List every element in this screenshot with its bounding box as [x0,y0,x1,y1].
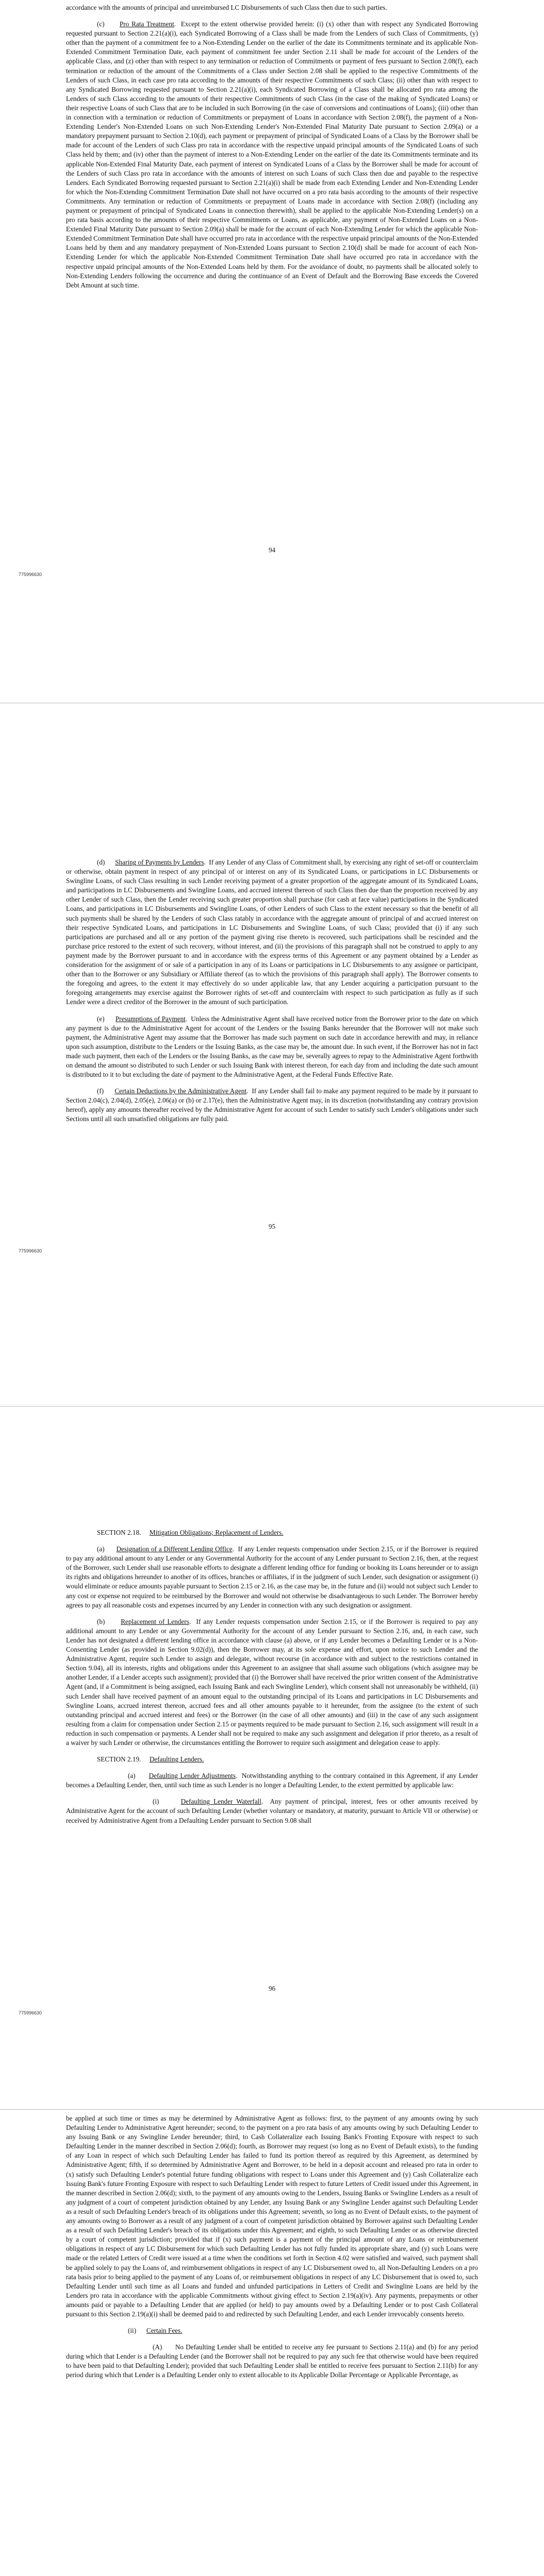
document-page [0,703,544,1406]
paragraph: be applied at such time or times as may be determined by Administrative Agent as follows: first, to the payment of any amounts owing by such Defaulting Lender to Administrative Agent hereunder; second, to the payment on a pro rata basis of any amounts owing by such Defaulting Lender to any Issuing Bank or any Swingline Lender hereunder; third, to Cash Collateralize each Issuing Bank's Fronting Exposure with respect to such Defaulting Lender in the manner described in Section 2.06(d); fourth, as Borrower may request (so long as no Event of Default exists), to the funding of any Loan in respect of which such Defaulting Lender has failed to fund its portion thereof as required by this Agreement, as determined by Administrative Agent; fifth, if so determined by Administrative Agent and Borrower, to be held in a deposit account and released pro rata in order to (x) satisfy such Defaulting Lender's potential future funding obligations with respect to Loans under this Agreement and (y) Cash Collateralize each Issuing Bank's future Fronting Exposure with respect to such Defaulting Lender with respect to future Letters of Credit issued under this Agreement, in the manner described in Section 2.06(d); sixth, to the payment of any amounts owing to the Lenders, Issuing Banks or Swingline Lenders as a result of any judgment of a court of competent jurisdiction obtained by any Lender, any Issuing Bank or any Swingline Lender against such Defaulting Lender as a result of such Defaulting Lender's breach of its obligations under this Agreement; seventh, so long as no Event of Default exists, to the payment of any amounts owing to Borrower as a result of any judgment of a court of competent jurisdiction obtained by Borrower against such Defaulting Lender as a result of such Defaulting Lender's breach of its obligations under this Agreement; and eighth, to such Defaulting Lender or as otherwise directed by a court of competent jurisdiction; provided that if (x) such payment is a payment of the principal amount of any Loans or reimbursement obligations in respect of any LC Disbursement for which such Defaulting Lender has not fully funded its appropriate share, and (y) such Loans were made or the related Letters of Credit were issued at a time when the conditions set forth in Section 4.02 were satisfied and waived, such payment shall be applied solely to pay the Loans of, and reimbursement obligations in respect of any LC Disbursement owed to, all Non-Defaulting Lenders on a pro rata basis prior to being applied to the payment of any Loans of, or reimbursement obligations in respect of any LC Disbursement that is owed to, such Defaulting Lender until such time as all Loans and funded and unfunded participations in Letters of Credit and Swingline Loans are held by the Lenders pro rata in accordance with the applicable Commitments without giving effect to Section 2.19(a)(iv). Any payments, prepayments or other amounts paid or payable to a Defaulting Lender that are applied (or held) to pay amounts owed by a Defaulting Lender or to post Cash Collateral pursuant to this Section 2.19(a)(i) shall be deemed paid to and redirected by such Defaulting Lender, and each Lender irrevocably consents hereto. [66,2114,478,2318]
document-id: 775996630 [19,572,42,577]
paragraph-label: (ii) [128,2327,137,2335]
page-body [66,2114,478,2387]
section-heading [66,1755,478,1764]
document-page [0,2110,544,2576]
paragraph-caption: Presumptions of Payment [115,1014,186,1023]
page-body [66,1528,478,1833]
paragraph: (f) Certain Deductions by the Administrative Agent. If any Lender shall fail to make any payment required to be made by it pursuant to Section 2.04(c), 2.04(d), 2.05(e), 2.06(a) or (b) or 2.17(e), then the Administrative Agent may, in its discretion (notwithstanding any contrary provision hereof), apply any amounts thereafter received by the Administrative Agent for account of such Lender to satisfy such Lender's obligations under such Sections until all such unsatisfied obligations are fully paid. [66,1087,479,1123]
paragraph-label: (c) [97,20,105,28]
paragraph-caption: Certain Fees. [146,2327,183,2335]
paragraph-caption: Pro Rata Treatment [119,20,174,28]
document-page [0,1406,544,2110]
paragraph: (A) No Defaulting Lender shall be entitled to receive any fee pursuant to Sections 2.11(a) and (b) for any period during which that Lender is a Defaulting Lender (and the Borrower shall not be required to pay any such fee that otherwise would have been required to have been paid to that Defaulting Lender); provided that such Defaulting Lender shall be entitled to receive fees pursuant to Section 2.11(b) for any period during which that Lender is a Defaulting Lender only to extent allocable to its Applicable Dollar Percentage or Applicable Percentage, as [66,2343,479,2379]
paragraph-caption: Designation of a Different Lending Office [116,1545,233,1553]
paragraph-label: (a) [97,1545,105,1553]
paragraph-caption: Defaulting Lender Adjustments [149,1772,236,1780]
paragraph: (a) Defaulting Lender Adjustments. Notwithstanding anything to the contrary contained in this Agreement, if any Lender becomes a Defaulting Lender, then, until such time as such Lender is no longer a Defaulting Lender, to the extent permitted by applicable law: [66,1772,479,1789]
paragraph-label: (A) [153,2343,162,2351]
page-number: 94 [268,546,276,554]
page-number: 95 [268,1223,276,1230]
paragraph-label: (d) [97,858,105,866]
section-title: Defaulting Lenders. [149,1755,204,1764]
paragraph-label: (b) [97,1617,105,1625]
section-title: Mitigation Obligations; Replacement of Lenders. [149,1529,284,1536]
paragraph: (d) Sharing of Payments by Lenders. If any Lender of any Class of Commitment shall, by exercising any right of set-off or counterclaim or otherwise, obtain payment in respect of any principal of or interest on any of its Syndicated Loans, or participations in LC Disbursements or Swingline Loans, of such Class resulting in such Lender receiving payment of a greater proportion of the aggregate amount of its Syndicated Loans, and participations in LC Disbursements and Swingline Loans, and accrued interest thereon of such Class then due than the proportion received by any other Lender of such Class, then the Lender receiving such greater proportion shall purchase (for cash at face value) participations in the Syndicated Loans, and participations in LC Disbursements and Swingline Loans, of other Lenders of such Class to the extent necessary so that the benefit of all such payments shall be shared by the Lenders of such Class ratably in accordance with the aggregate amount of principal of and accrued interest on their respective Syndicated Loans, and participations in LC Disbursements and Swingline Loans, of such Class; provided that (i) if any such participations are purchased and all or any portion of the payment giving rise thereto is recovered, such participations shall be rescinded and the purchase price restored to the extent of such recovery, without interest, and (ii) the provisions of this paragraph shall not be construed to apply to any payment made by the Borrower pursuant to and in accordance with the express terms of this Agreement or any payment obtained by a Lender as consideration for the assignment of or sale of a participation in any of its Loans or participations in LC Disbursements to any assignee or participant, other than to the Borrower or any Subsidiary or Affiliate thereof (as to which the provisions of this paragraph shall apply). The Borrower consents to the foregoing and agrees, to the extent it may effectively do so under applicable law, that any Lender acquiring a participation pursuant to the foregoing arrangements may exercise against the Borrower rights of set-off and counterclaim with respect to such participation as fully as if such Lender were a direct creditor of the Borrower in the amount of such participation. [66,858,479,1006]
paragraph [66,2326,478,2335]
paragraph: (b) Replacement of Lenders. If any Lender requests compensation under Section 2.15, or if the Borrower is required to pay any additional amount to any Lender or any Governmental Authority for the account of any Lender pursuant to Section 2.16, and, in each case, such Lender has not designated a different lending office in accordance with clause (a) above, or if any Lender becomes a Defaulting Lender or is a Non-Consenting Lender (as provided in Section 9.02(d)), then the Borrower may, at its sole expense and effort, upon notice to such Lender and the Administrative Agent, require such Lender to assign and delegate, without recourse (in accordance with and subject to the restrictions contained in Section 9.04), all its interests, rights and obligations under this Agreement to an assignee that shall assume such obligations (which assignee may be another Lender, if a Lender accepts such assignment); provided that (i) the Borrower shall have received the prior written consent of the Administrative Agent (and, if a Commitment is being assigned, each Issuing Bank and each Swingline Lender), which consent shall not unreasonably be withheld, (ii) such Lender shall have received payment of an amount equal to the outstanding principal of its Loans and participations in LC Disbursements and Swingline Loans, accrued interest thereon, accrued fees and all other amounts payable to it hereunder, from the assignee (to the extent of such outstanding principal and accrued interest and fees) or the Borrower (in the case of all other amounts) and (iii) in the case of any such assignment resulting from a claim for compensation under Section 2.15 or payments required to be made pursuant to Section 2.16, such assignment will result in a reduction in such compensation or payments. A Lender shall not be required to make any such assignment and delegation if prior thereto, as a result of a waiver by such Lender or otherwise, the circumstances entitling the Borrower to require such assignment and delegation cease to apply. [66,1617,479,1747]
page-body [66,858,478,1131]
paragraph: (c) Pro Rata Treatment. Except to the extent otherwise provided herein: (i) (x) other than with respect any Syndicated Borrowing requested pursuant to Section 2.21(a)(i), each Syndicated Borrowing of a Class shall be made from the Lenders of such Class of Commitments, (y) other than the payment of a commitment fee to a Non-Extending Lender on the earlier of the date its Commitments terminate and its applicable Non-Extended Commitment Termination Date, each payment of commitment fee under Section 2.11 shall be made for account of the Lenders of the applicable Class, and (z) other than with respect to any termination or reduction of Commitments or payment of fees pursuant to Section 2.08(f), each termination or reduction of the amount of the Commitments of a Class under Section 2.08 shall be applied to the respective Commitments of the Lenders of such Class, in each case pro rata according to the amounts of their respective Commitments of such Class; (ii) other than with respect to any Syndicated Borrowing requested pursuant to Section 2.21(a)(i), each Syndicated Borrowing of a Class shall be allocated pro rata among the Lenders of such Class according to the amounts of their respective Commitments of such Class (in the case of the making of Syndicated Loans) or their respective Loans of such Class that are to be included in such Borrowing (in the case of conversions and continuations of Loans); (iii) other than in connection with a termination or reduction of Commitments or prepayment of Loans in accordance with Section 2.08(f), the payment of a Non-Extending Lender's Non-Extended Loans on such Non-Extending Lender's Non-Extended Final Maturity Date pursuant to Section 2.09(a) or a mandatory prepayment pursuant to Section 2.10(d), each payment or prepayment of principal of Syndicated Loans of a Class by the Borrower shall be made for account of the Lenders of such Class pro rata in accordance with the respective unpaid principal amounts of the Syndicated Loans of such Class held by them; and (iv) other than the payment of interest to a Non-Extending Lender on the earlier of the date its Commitments terminate and its applicable Non-Extended Final Maturity Date, each payment of interest on Syndicated Loans of a Class by the Borrower shall be made for account of the Lenders of such Class pro rata in accordance with the amounts of interest on such Loans of such Class then due and payable to the respective Lenders. Each Syndicated Borrowing requested pursuant to Section 2.21(a)(i) shall be made from each Extending Lender and Non-Extending Lender for which the Non-Extending Commitment Termination Date shall not have occurred on a pro rata basis according to the amounts of their respective Commitments. Any termination or reduction of Commitments or prepayment of Loans made in accordance with Section 2.08(f) (including any payment or prepayment of principal of Syndicated Loans in connection therewith), shall be applied to the applicable Non-Extending Lender(s) on a pro rata basis according to the amounts of their respective Commitments or Loans, as applicable, any payment of Non-Extended Loans on a Non-Extended Final Maturity Date pursuant to Section 2.09(a) shall be made for the account of each Non-Extending Lender for which the applicable Non-Extended Commitment Termination Date shall have occurred pro rata in accordance with the respective unpaid principal amounts of the Non-Extended Loans held by them and any mandatory prepayment of Non-Extended Loans pursuant to Section 2.10(d) shall be made for account of each Non-Extending Lender for which the applicable Non-Extended Commitment Termination Date shall have occurred pro rata in accordance with the respective unpaid principal amounts of the Non-Extended Loans held by them. For the avoidance of doubt, no payments shall be allocated solely to Non-Extending Lenders following the occurrence and during the continuance of an Event of Default and the Borrowing Base exceeds the Covered Debt Amount at such time. [66,20,479,289]
paragraph-caption: Certain Deductions by the Administrative Agent [114,1087,247,1095]
paragraph-label: (a) [128,1772,136,1780]
section-number: SECTION 2.18. [97,1529,141,1536]
page-number: 96 [268,1985,276,1992]
paragraph: (i) Defaulting Lender Waterfall. Any payment of principal, interest, fees or other amounts received by Administrative Agent for the account of such Defaulting Lender (whether voluntary or mandatory, at maturity, pursuant to Article VII or otherwise) or received by Administrative Agent from a Defaulting Lender pursuant to Section 9.08 shall [66,1798,478,1824]
section-number: SECTION 2.19. [97,1755,141,1764]
paragraph: (e) Presumptions of Payment. Unless the Administrative Agent shall have received notice from the Borrower prior to the date on which any payment is due to the Administrative Agent for account of the Lenders or the Issuing Banks hereunder that the Borrower will not make such payment, the Administrative Agent may assume that the Borrower has made such payment on such date in accordance herewith and may, in reliance upon such assumption, distribute to the Lenders or the Issuing Banks, as the case may be, the amount due. In such event, if the Borrower has not in fact made such payment, then each of the Lenders or the Issuing Banks, as the case may be, severally agrees to repay to the Administrative Agent forthwith on demand the amount so distributed to such Lender or such Issuing Bank with interest thereon, for each day from and including the date such amount is distributed to it to but excluding the date of payment to the Administrative Agent, at the Federal Funds Effective Rate. [66,1014,478,1079]
paragraph-caption: Defaulting Lender Waterfall [180,1798,261,1806]
section-heading [66,1528,478,1537]
paragraph: (a) Designation of a Different Lending Office. If any Lender requests compensation under Section 2.15, or if the Borrower is required to pay any additional amount to any Lender or any Governmental Authority for the account of any Lender pursuant to Section 2.16, then, at the request of the Borrower, such Lender shall use reasonable efforts to designate a different lending office for funding or booking its Loans hereunder or to assign its rights and obligations hereunder to another of its offices, branches or affiliates, if in the judgment of such Lender, such designation or assignment (i) would eliminate or reduce amounts payable pursuant to Section 2.15 or 2.16, as the case may be, in the future and (ii) would not subject such Lender to any cost or expense not required to be reimbursed by the Borrower and would not otherwise be disadvantageous to such Lender. The Borrower hereby agrees to pay all reasonable costs and expenses incurred by any Lender in connection with any such designation or assignment. [66,1545,479,1609]
page-body [66,3,478,297]
paragraph-caption: Sharing of Payments by Lenders [115,858,204,866]
document-page [0,0,544,703]
paragraph-label: (e) [97,1014,105,1023]
document-id: 775996630 [19,2010,42,2015]
paragraph-label: (i) [153,1798,159,1806]
paragraph: accordance with the amounts of principal and unreimbursed LC Disbursements of such Class then due to such parties. [66,4,387,11]
document-id: 775996630 [19,1248,42,1253]
paragraph-caption: Replacement of Lenders [121,1617,189,1625]
paragraph-label: (f) [97,1087,104,1095]
